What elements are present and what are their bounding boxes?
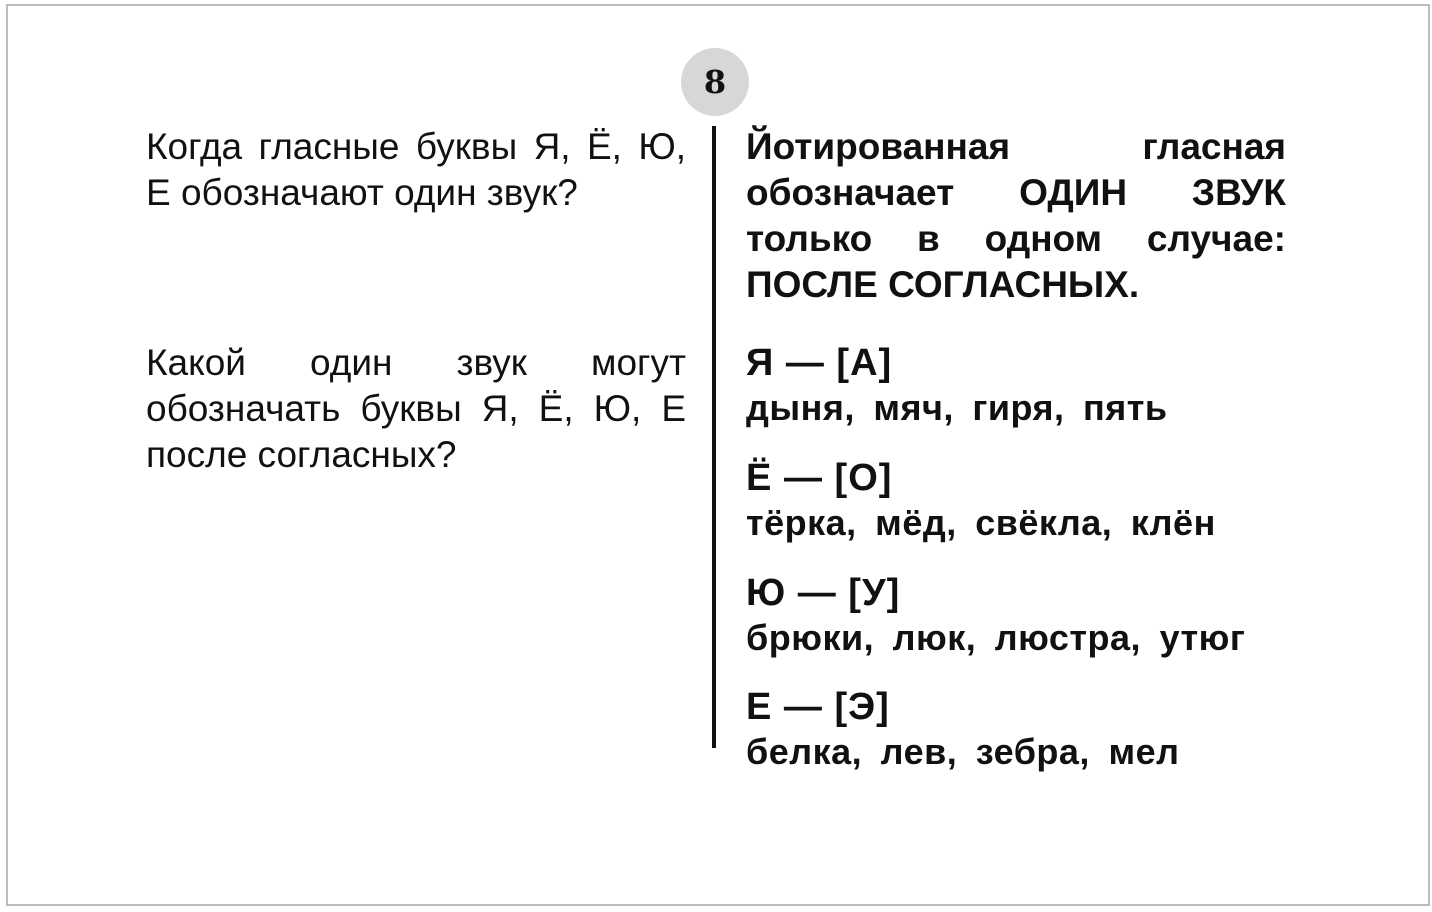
- answer-part-1: Йотированная гласная обозначает: [746, 126, 1286, 213]
- example-words: тёрка, мёд, свёкла, клён: [746, 502, 1216, 543]
- vowel-sound-mapping: Ё — [О]: [746, 457, 893, 499]
- answer-text: [746, 124, 1286, 308]
- page-number: 8: [703, 63, 727, 101]
- question-1: Когда гласные буквы Я, Ё, Ю, Е обозначают один звук?: [146, 126, 686, 213]
- vowel-group-yo: [746, 455, 1306, 545]
- example-words: белка, лев, зебра, мел: [746, 731, 1180, 772]
- example-words: брюки, люк, люстра, утюг: [746, 617, 1246, 658]
- vowel-sound-mapping: Я — [А]: [746, 342, 893, 384]
- answer-emphasis-2: ПОСЛЕ СОГЛАСНЫХ.: [746, 264, 1140, 305]
- answer-part-2: только в одном случае:: [746, 218, 1286, 259]
- vowel-sound-mapping: Е — [Э]: [746, 686, 890, 728]
- vowel-group-ya: [746, 340, 1306, 430]
- question-2: Какой один звук могут обозначать буквы Я, Ё, Ю, Е после согласных?: [146, 342, 686, 475]
- page-number-badge: [681, 48, 749, 116]
- vowel-group-yu: [746, 570, 1306, 660]
- column-divider: [712, 126, 716, 748]
- answer-emphasis-1: ОДИН ЗВУК: [1019, 172, 1286, 213]
- example-words: дыня, мяч, гиря, пять: [746, 387, 1168, 428]
- vowel-sound-mapping: Ю — [У]: [746, 572, 901, 614]
- vowel-group-ye: [746, 684, 1306, 774]
